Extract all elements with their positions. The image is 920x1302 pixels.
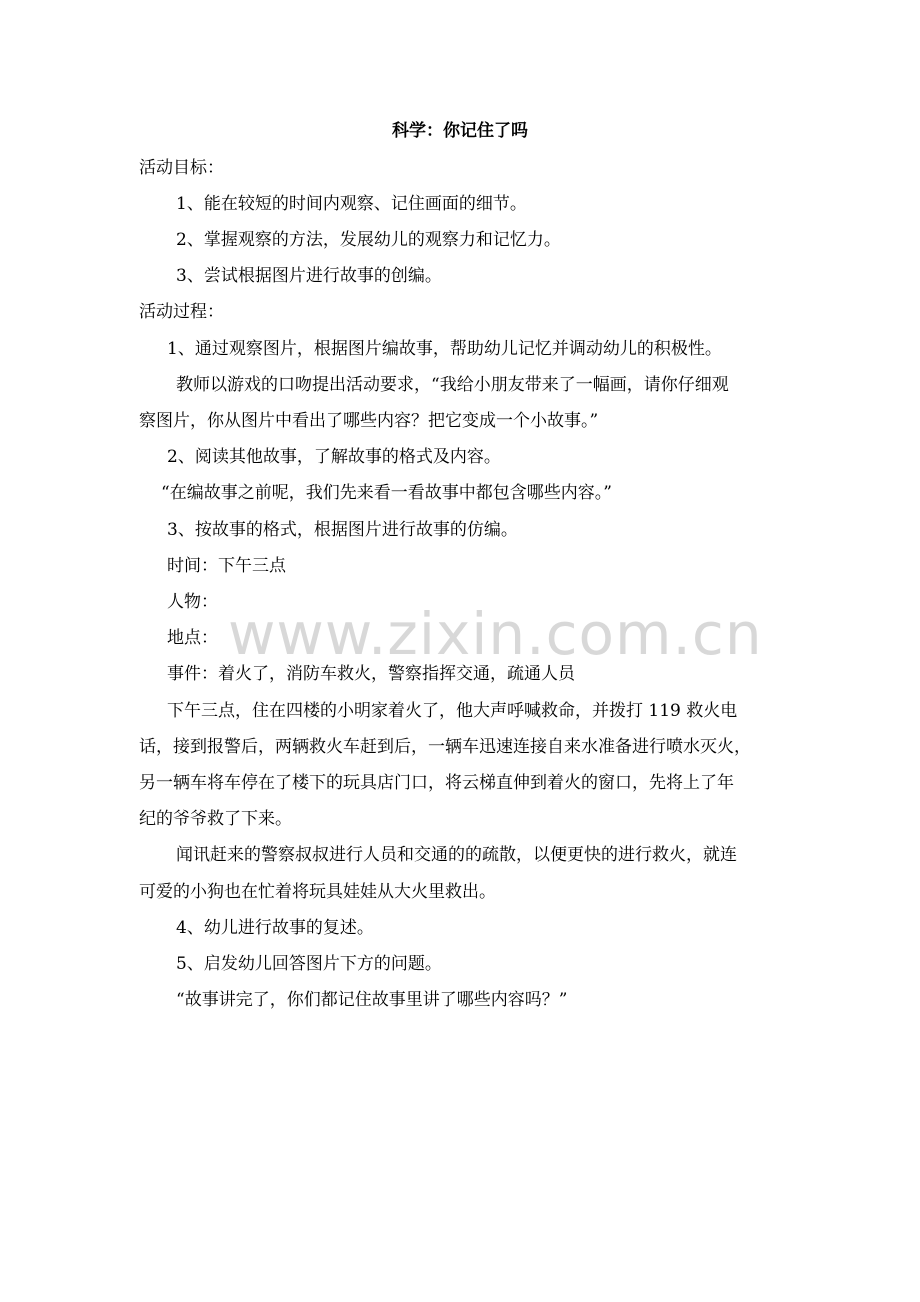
process-step-4: 4、幼儿进行故事的复述。 — [176, 918, 374, 938]
process-step-3: 3、按故事的格式，根据图片进行故事的仿编。 — [167, 520, 518, 540]
story-paragraph-line: 可爱的小狗也在忙着将玩具娃娃从大火里救出。 — [139, 882, 496, 902]
goal-item-1: 1、能在较短的时间内观察、记住画面的细节。 — [176, 194, 527, 214]
story-characters: 人物： — [167, 592, 218, 612]
story-paragraph-line: 纪的爷爷救了下来。 — [139, 809, 292, 829]
story-paragraph-line: 闻讯赶来的警察叔叔进行人员和交通的的疏散，以便更快的进行救火，就连 — [176, 845, 737, 865]
process-step-5: 5、启发幼儿回答图片下方的问题。 — [176, 954, 442, 974]
paragraph-line: “在编故事之前呢，我们先来看一看故事中都包含哪些内容。” — [161, 483, 612, 503]
paragraph-line: 察图片，你从图片中看出了哪些内容？把它变成一个小故事。” — [139, 411, 599, 431]
story-time: 时间：下午三点 — [167, 556, 286, 576]
paragraph-line: 教师以游戏的口吻提出活动要求，“我给小朋友带来了一幅画，请你仔细观 — [176, 375, 729, 395]
goal-item-2: 2、掌握观察的方法，发展幼儿的观察力和记忆力。 — [176, 230, 561, 250]
section-heading-process: 活动过程： — [139, 302, 224, 322]
watermark: www.zixin.com.cn — [228, 600, 763, 668]
story-paragraph-line: 另一辆车将车停在了楼下的玩具店门口，将云梯直伸到着火的窗口，先将上了年 — [139, 773, 734, 793]
story-location: 地点： — [167, 628, 218, 648]
story-paragraph-line: 话，接到报警后，两辆救火车赶到后，一辆车迅速连接自来水准备进行喷水灭火， — [139, 737, 751, 757]
goal-item-3: 3、尝试根据图片进行故事的创编。 — [176, 266, 442, 286]
document-title: 科学：你记住了吗 — [392, 121, 528, 141]
section-heading-goals: 活动目标： — [139, 158, 224, 178]
story-paragraph-line: 下午三点，住在四楼的小明家着火了，他大声呼喊救命，并拨打 119 救火电 — [167, 701, 738, 721]
closing-quote: “故事讲完了，你们都记住故事里讲了哪些内容吗？” — [176, 990, 568, 1010]
story-event: 事件：着火了，消防车救火，警察指挥交通，疏通人员 — [167, 664, 575, 684]
process-step-2: 2、阅读其他故事，了解故事的格式及内容。 — [167, 447, 501, 467]
process-step-1: 1、通过观察图片，根据图片编故事，帮助幼儿记忆并调动幼儿的积极性。 — [167, 339, 722, 359]
